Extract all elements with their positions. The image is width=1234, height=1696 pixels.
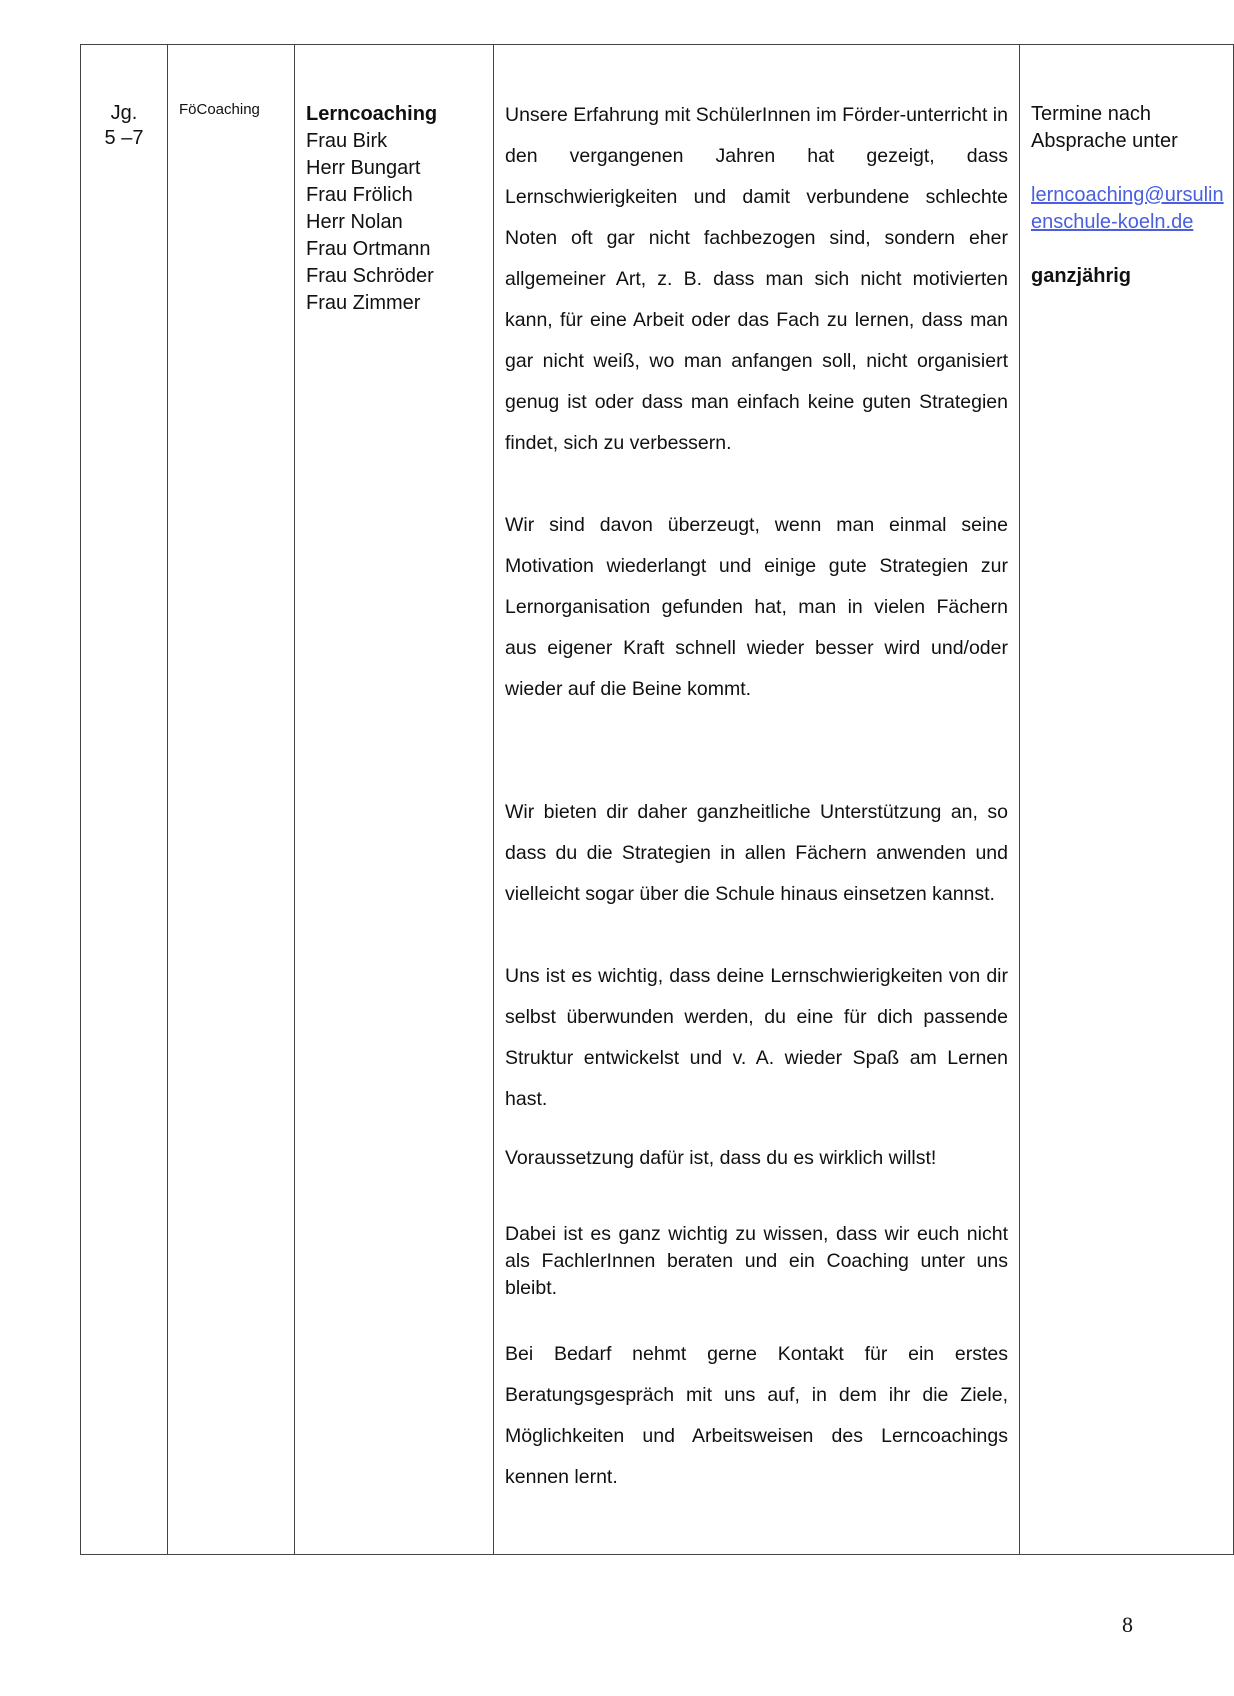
grade-cell [81, 45, 168, 1555]
info-cell [1020, 45, 1234, 1555]
description-paragraph: Unsere Erfahrung mit SchülerInnen im Förder-unterricht in den vergangenen Jahren hat gezeigt, dass Lernschwierigkeiten und damit verbundene schlechte Noten oft gar nicht fachbezogen sind, sondern eher allgemeiner Art, z. B. dass man sich nicht motivierten kann, für eine Arbeit oder das Fach zu lernen, dass man gar nicht weiß, wo man anfangen soll, nicht organisiert genug ist oder dass man einfach keine guten Strategien findet, sich zu verbessern. [505, 104, 1008, 454]
staff-member: Frau Schröder [306, 265, 434, 287]
description-cell [494, 45, 1020, 1555]
staff-title: Lerncoaching [306, 103, 438, 125]
appointment-text: Termine nach Absprache unter [1031, 103, 1178, 152]
staff-member: Frau Frölich [306, 184, 413, 206]
email-link[interactable]: lerncoaching@ursulinenschule-koeln.de [1031, 184, 1224, 233]
grade-range: 5 –7 [104, 127, 144, 149]
description-paragraph: Bei Bedarf nehmt gerne Kontakt für ein erstes Beratungsgespräch mit uns auf, in dem ihr die Ziele, Möglichkeiten und Arbeitsweisen des Lerncoachings kennen lernt. [505, 1343, 1008, 1488]
description-paragraph: Wir sind davon überzeugt, wenn man einmal seine Motivation wiederlangt und einige gute Strategien zur Lernorganisation gefunden hat, man in vielen Fächern aus eigener Kraft schnell wieder besser wird und/oder wieder auf die Beine kommt. [505, 514, 1008, 700]
period-text: ganzjährig [1031, 265, 1132, 287]
staff-member: Herr Bungart [306, 157, 421, 179]
description-paragraph: Wir bieten dir daher ganzheitliche Unterstützung an, so dass du die Strategien in allen Fächern anwenden und vielleicht sogar über die Schule hinaus einsetzen kannst. [505, 801, 1008, 905]
grade-label: Jg. [110, 102, 138, 124]
description-paragraph: Dabei ist es ganz wichtig zu wissen, dass wir euch nicht als FachlerInnen beraten und ein Coaching unter uns bleibt. [505, 1223, 1008, 1299]
staff-cell [295, 45, 494, 1555]
description-paragraph: Voraussetzung dafür ist, dass du es wirklich willst! [505, 1147, 937, 1169]
staff-list [306, 128, 493, 317]
description-paragraph: Uns ist es wichtig, dass deine Lernschwierigkeiten von dir selbst überwunden werden, du eine für dich passende Struktur entwickelst und v. A. wieder Spaß am Lernen hast. [505, 965, 1008, 1110]
offer-table [80, 44, 1234, 1555]
staff-member: Frau Birk [306, 130, 388, 152]
staff-member: Frau Zimmer [306, 292, 421, 314]
page-number: 8 [1122, 1612, 1133, 1637]
type-cell [168, 45, 295, 1555]
type-label: FöCoaching [179, 101, 260, 118]
staff-member: Herr Nolan [306, 211, 403, 233]
staff-member: Frau Ortmann [306, 238, 431, 260]
table-row [81, 45, 1234, 1555]
